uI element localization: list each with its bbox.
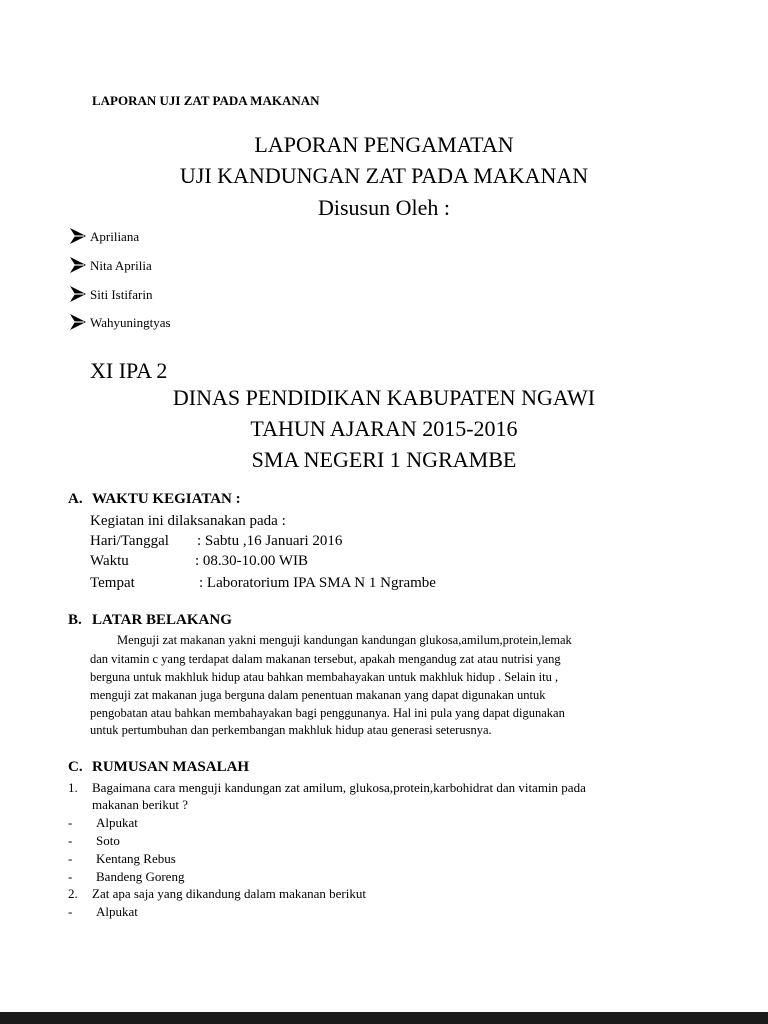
question-1-number: 1.: [68, 780, 78, 795]
background-paragraph-line: berguna untuk makhluk hidup atau bahkan membahayakan untuk makhluk hidup . Selain itu ,: [90, 670, 559, 684]
food-item: Alpukat: [96, 815, 138, 830]
background-paragraph-line: dan vitamin c yang terdapat dalam makanan tersebut, apakah mengandug zat atau nutrisi yang: [90, 652, 561, 666]
list-dash: -: [68, 869, 73, 884]
time-label: Waktu: [90, 553, 129, 569]
document-header-title: LAPORAN UJI ZAT PADA MAKANAN: [92, 93, 320, 108]
arrowhead-bullet-icon: [68, 255, 88, 275]
page-bottom-strip: [0, 1012, 768, 1024]
section-title: RUMUSAN MASALAH: [92, 759, 250, 775]
question-2-text: Zat apa saja yang dikandung dalam makanan berikut: [92, 886, 366, 901]
section-a-heading: [0, 491, 768, 511]
institution-line-1: DINAS PENDIDIKAN KABUPATEN NGAWI: [172, 385, 596, 410]
author-name: Nita Aprilia: [90, 258, 152, 273]
section-letter: C.: [68, 759, 83, 775]
background-paragraph-line: Menguji zat makanan yakni menguji kandungan kandungan glukosa,amilum,protein,lemak: [117, 633, 572, 647]
background-paragraph-line: untuk pertumbuhan dan perkembangan makhluk hidup atau generasi seterusnya.: [90, 723, 492, 737]
section-c-heading: [0, 759, 768, 779]
section-title: LATAR BELAKANG: [92, 612, 232, 628]
report-title-line-2: UJI KANDUNGAN ZAT PADA MAKANAN: [179, 163, 589, 188]
arrowhead-bullet-icon: [68, 226, 88, 246]
food-item: Bandeng Goreng: [96, 869, 185, 884]
question-1-text: Bagaimana cara menguji kandungan zat amilum, glukosa,protein,karbohidrat dan vitamin pada: [92, 780, 586, 795]
food-item: Soto: [96, 833, 120, 848]
author-name: Siti Istifarin: [90, 287, 153, 302]
arrowhead-bullet-icon: [68, 312, 88, 332]
place-label: Tempat: [90, 575, 135, 591]
activity-intro: Kegiatan ini dilaksanakan pada :: [90, 513, 286, 529]
background-paragraph-line: pengobatan atau bahkan membahayakan bagi penggunanya. Hal ini pula yang dapat digunakan: [90, 706, 565, 720]
section-title: WAKTU KEGIATAN :: [92, 491, 241, 507]
time-value: : 08.30-10.00 WIB: [195, 553, 309, 569]
list-dash: -: [68, 904, 73, 919]
author-name: Apriliana: [90, 229, 140, 244]
list-dash: -: [68, 815, 73, 830]
section-b-heading: [0, 612, 768, 632]
school-year: TAHUN AJARAN 2015-2016: [250, 416, 518, 441]
date-label: Hari/Tanggal: [90, 533, 169, 549]
place-value: : Laboratorium IPA SMA N 1 Ngrambe: [199, 575, 436, 591]
list-dash: -: [68, 851, 73, 866]
report-title-line-1: LAPORAN PENGAMATAN: [254, 132, 514, 157]
arrowhead-bullet-icon: [68, 284, 88, 304]
background-paragraph-line: menguji zat makanan juga berguna dalam penentuan makanan yang dapat digunakan untuk: [90, 688, 546, 702]
food-item: Kentang Rebus: [96, 851, 176, 866]
section-letter: A.: [68, 491, 83, 507]
prepared-by-label: Disusun Oleh :: [318, 195, 450, 220]
section-letter: B.: [68, 612, 82, 628]
food-item: Alpukat: [96, 904, 138, 919]
class-name: XI IPA 2: [90, 358, 168, 383]
author-name: Wahyuningtyas: [90, 315, 171, 330]
date-value: : Sabtu ,16 Januari 2016: [197, 533, 343, 549]
question-1-text-continued: makanan berikut ?: [92, 797, 189, 812]
question-2-number: 2.: [68, 886, 78, 901]
list-dash: -: [68, 833, 73, 848]
school-name: SMA NEGERI 1 NGRAMBE: [251, 447, 517, 472]
